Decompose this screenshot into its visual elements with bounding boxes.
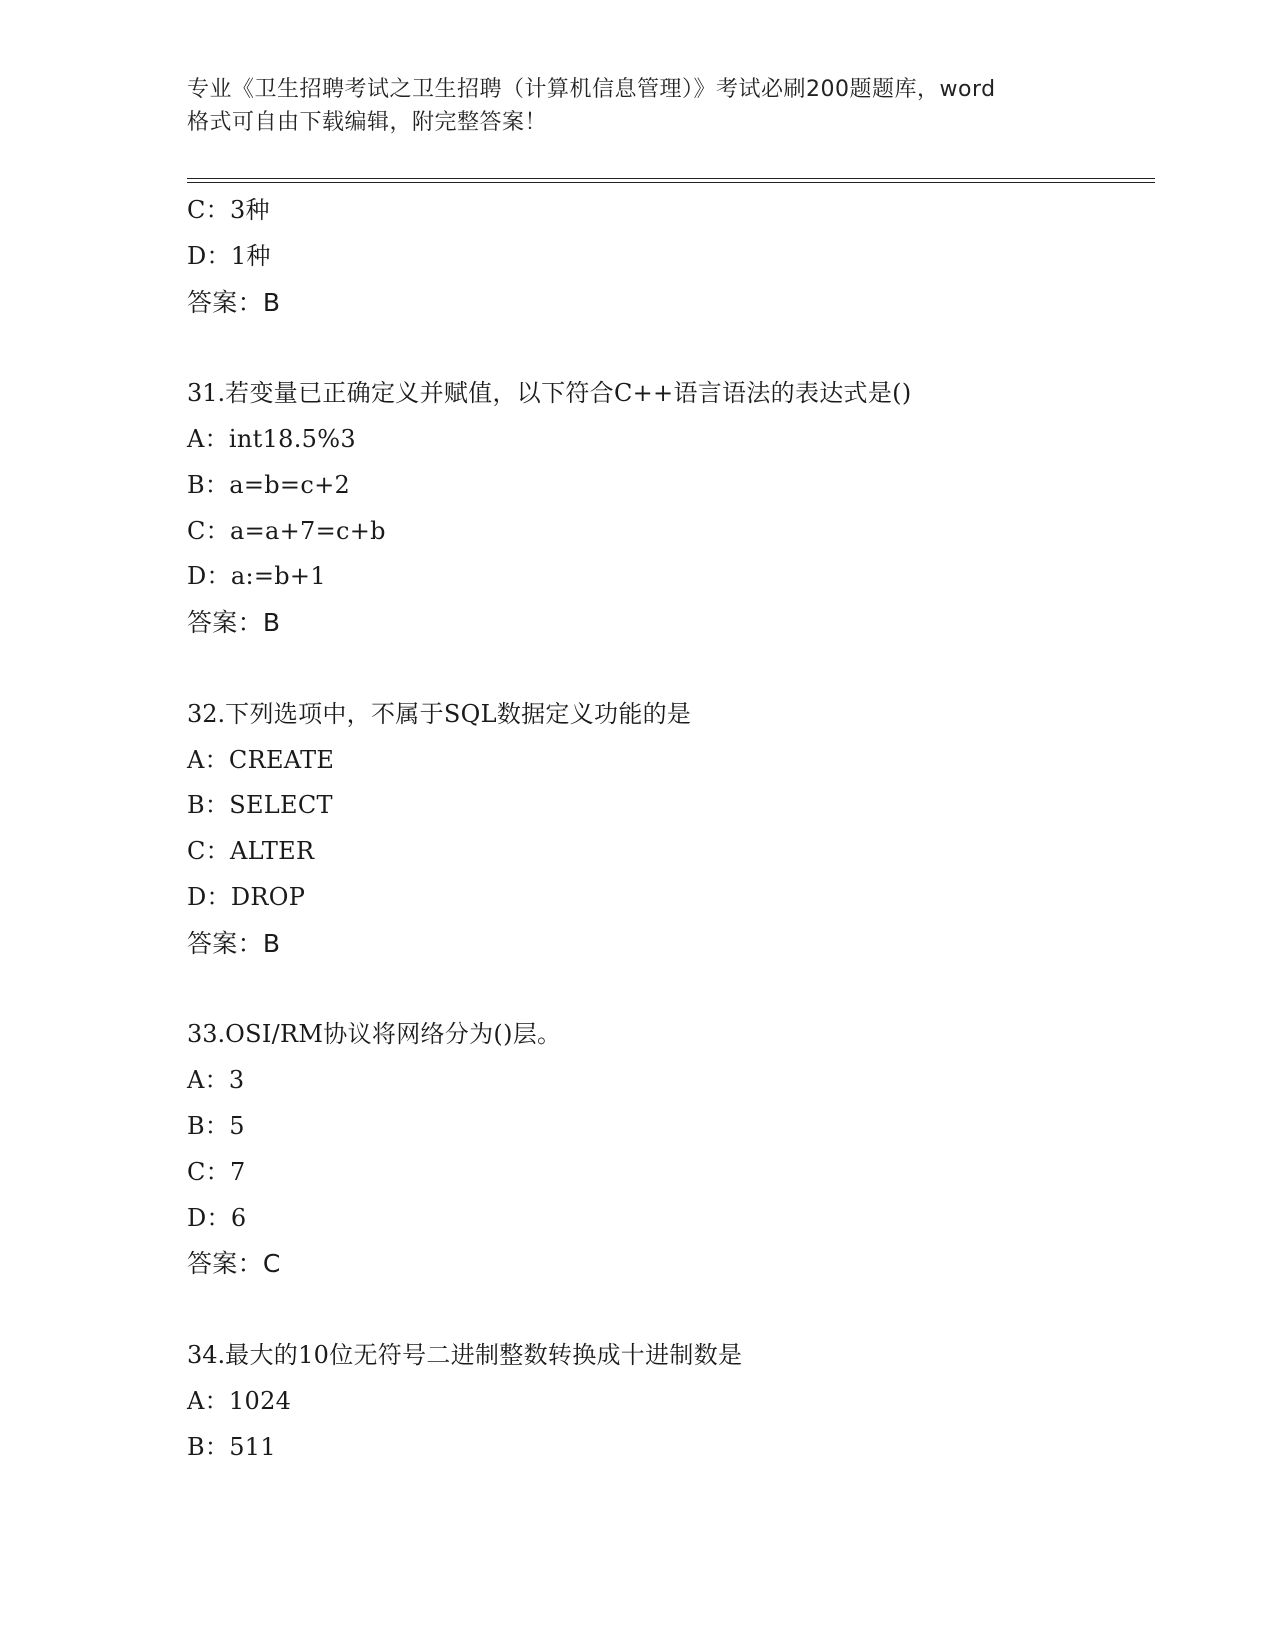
question-number: 33. (187, 1020, 226, 1049)
document-header (187, 73, 1097, 139)
answer-line: 答案：B (187, 608, 281, 638)
question-number: 34. (187, 1340, 226, 1369)
spacer (187, 967, 1155, 1013)
spacer (187, 325, 1155, 371)
question-33 (187, 1012, 1155, 1287)
answer-line: 答案：C (187, 1249, 281, 1279)
question-list (187, 188, 1155, 1470)
option-a: A：CREATE (187, 745, 335, 774)
question-31 (187, 371, 1155, 646)
header-rule-top (187, 178, 1155, 179)
question-text: OSI/RM协议将网络分为()层。 (225, 1020, 562, 1049)
question-text: 下列选项中，不属于SQL数据定义功能的是 (225, 699, 692, 728)
question-32 (187, 692, 1155, 967)
option-d: D：a:=b+1 (187, 562, 326, 591)
continued-question (187, 188, 1155, 325)
option-c: C：3种 (187, 196, 270, 224)
spacer (187, 646, 1155, 692)
header-line-1: 专业《卫生招聘考试之卫生招聘（计算机信息管理）》考试必刷200题题库，word (187, 77, 996, 102)
spacer (187, 1287, 1155, 1333)
question-stem (187, 1012, 1155, 1058)
option-c: C：7 (187, 1157, 246, 1186)
question-stem (187, 371, 1155, 417)
header-line-2: 格式可自由下载编辑，附完整答案！ (187, 110, 548, 135)
option-b: B：511 (187, 1432, 276, 1461)
option-c: C：a=a+7=c+b (187, 516, 386, 545)
question-text: 若变量已正确定义并赋值，以下符合C++语言语法的表达式是() (225, 379, 912, 408)
header-rule-bottom (187, 182, 1155, 183)
question-text: 最大的10位无符号二进制整数转换成十进制数是 (225, 1340, 743, 1369)
question-stem (187, 692, 1155, 738)
option-a: A：1024 (187, 1386, 292, 1415)
option-b: B：5 (187, 1111, 245, 1140)
option-d: D：6 (187, 1203, 247, 1232)
question-stem (187, 1333, 1155, 1379)
answer-line: 答案：B (187, 928, 281, 958)
question-34 (187, 1333, 1155, 1470)
option-a: A：3 (187, 1066, 245, 1095)
option-b: B：SELECT (187, 791, 333, 820)
option-d: D：DROP (187, 882, 306, 911)
option-a: A：int18.5%3 (187, 424, 356, 453)
answer-line: 答案：B (187, 287, 281, 317)
question-number: 31. (187, 379, 226, 408)
option-c: C：ALTER (187, 837, 315, 866)
option-d: D：1种 (187, 241, 271, 270)
option-b: B：a=b=c+2 (187, 470, 351, 499)
question-number: 32. (187, 699, 226, 728)
